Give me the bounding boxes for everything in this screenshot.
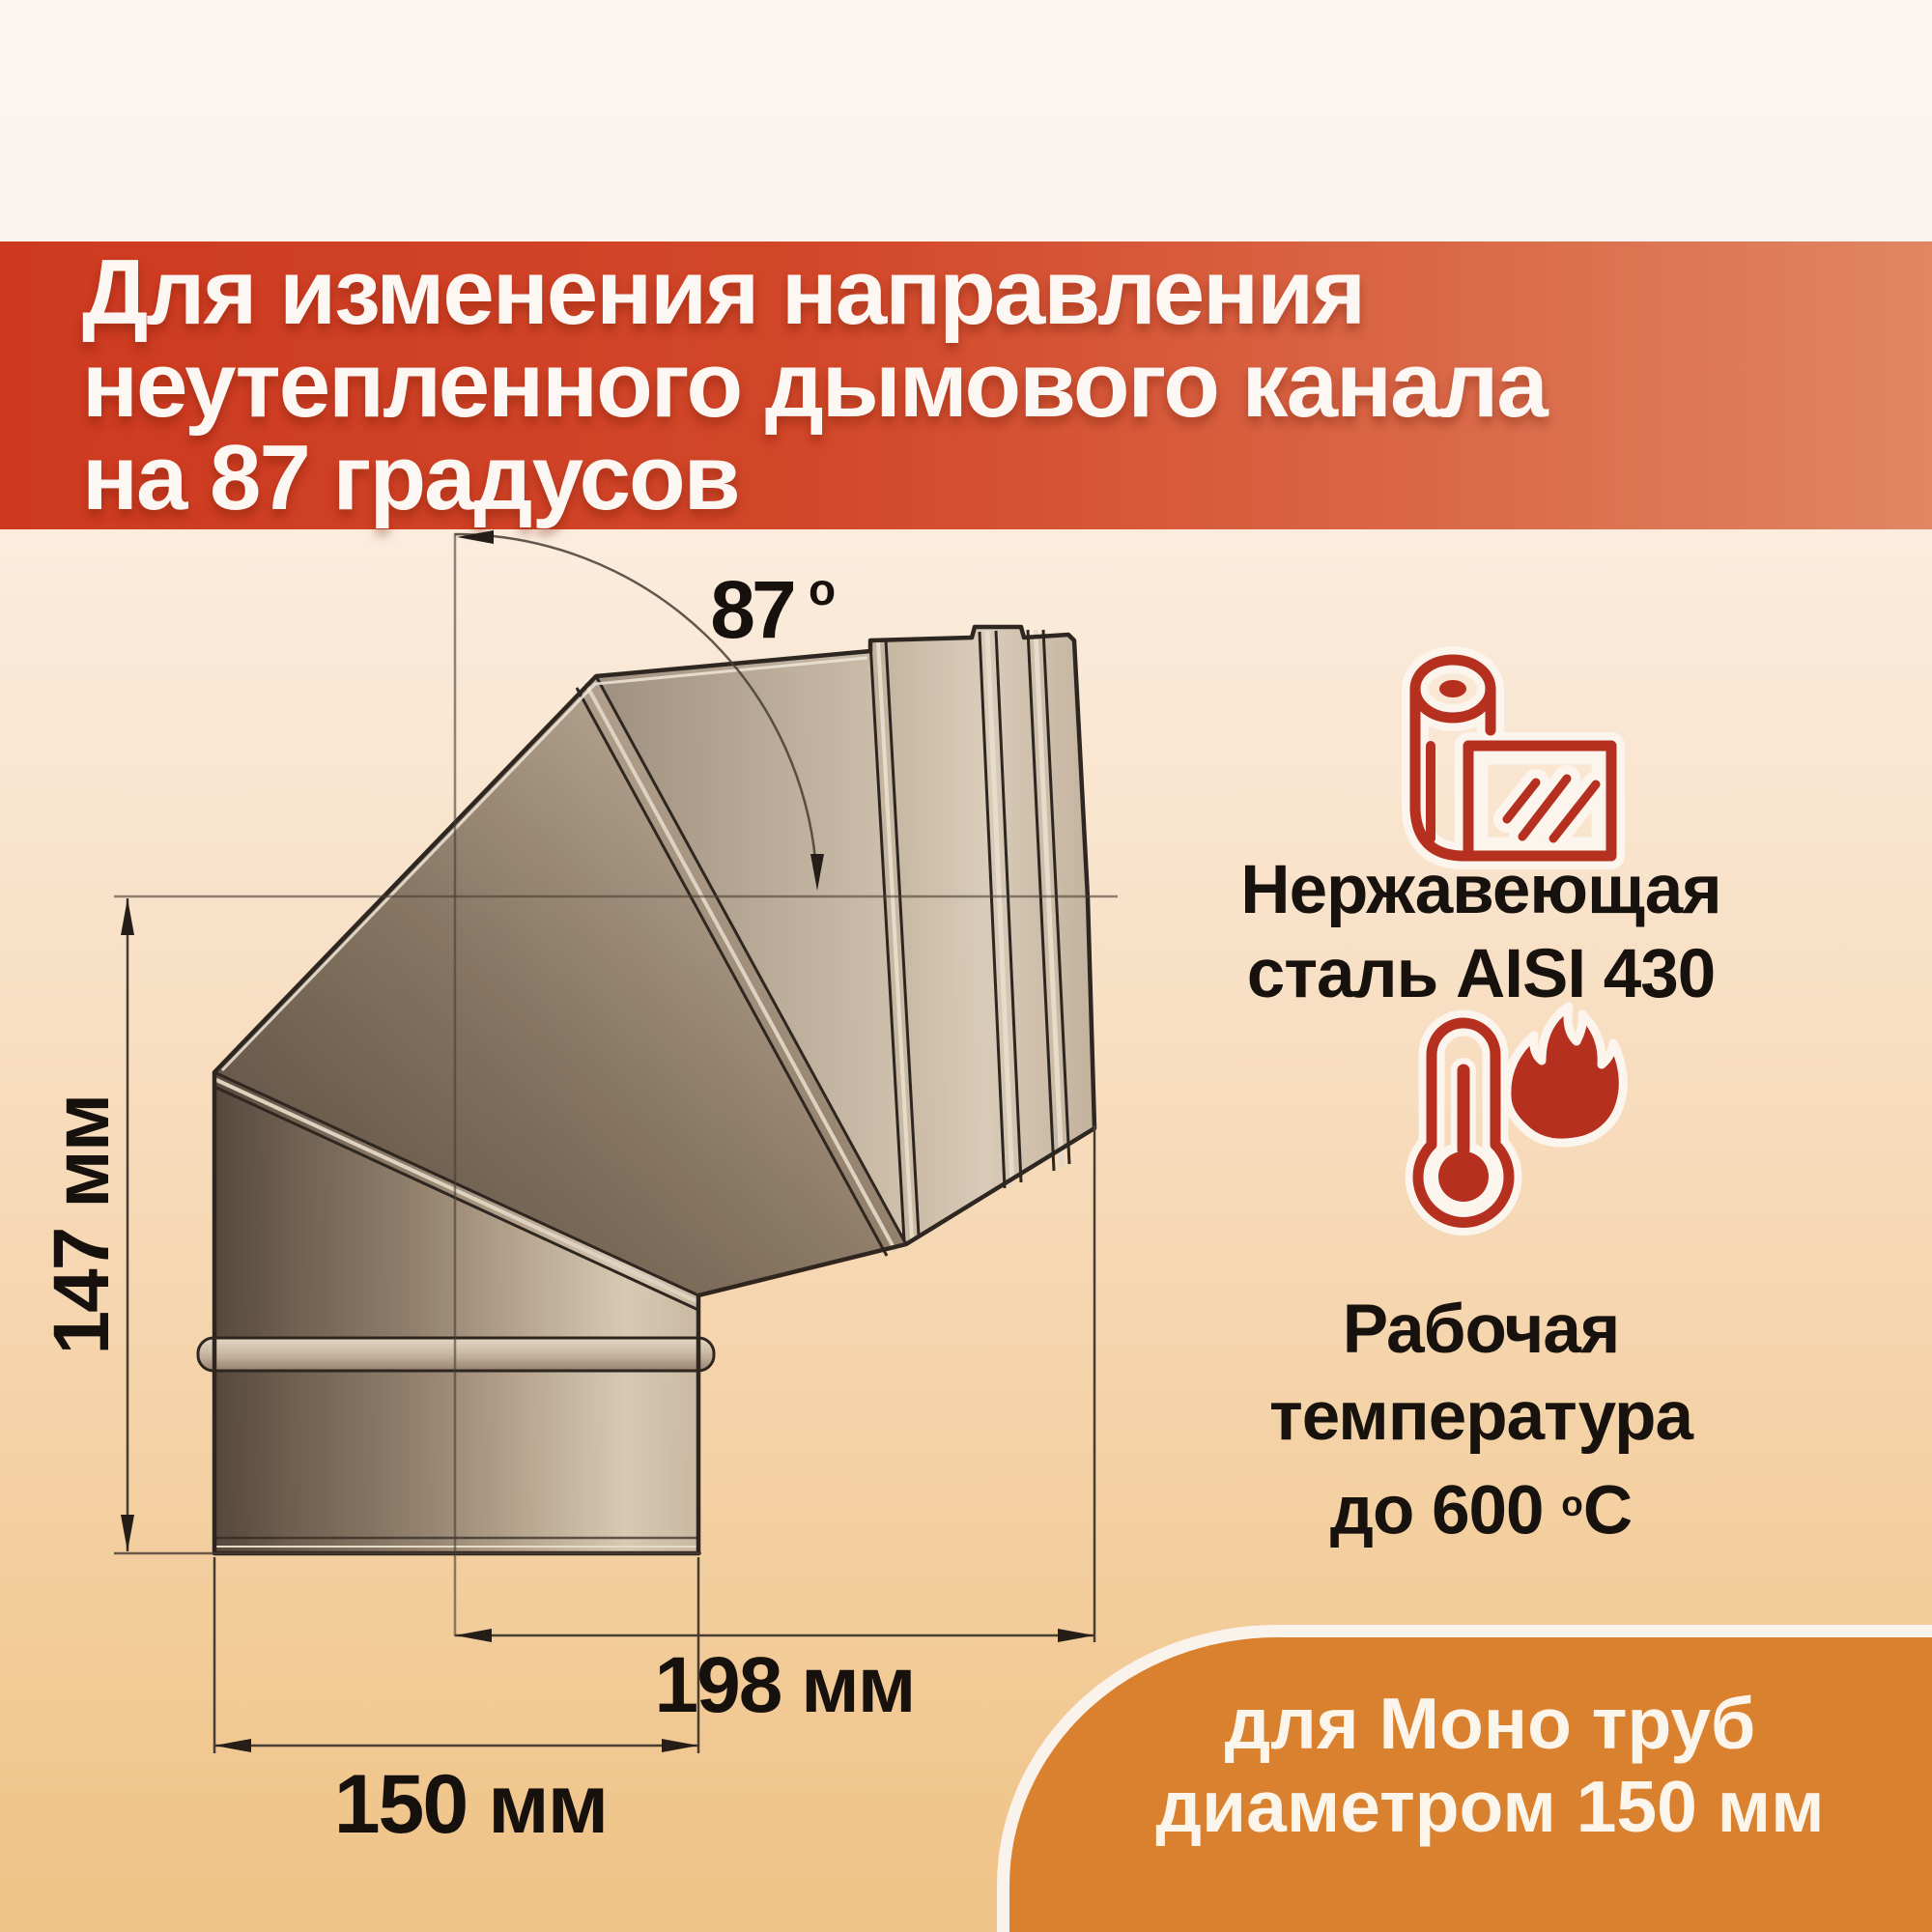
- angle-degree-symbol: о: [808, 564, 837, 614]
- material-line-2: сталь AISI 430: [1246, 936, 1716, 1012]
- diameter-dimension-label: 150 мм: [333, 1758, 608, 1851]
- steel-roll-icon: [1415, 660, 1611, 856]
- reach-dimension-label: 198 мм: [654, 1641, 915, 1729]
- temperature-line-2: температура: [1268, 1378, 1693, 1455]
- material-line-1: Нержавеющая: [1240, 852, 1721, 928]
- elbow-drawing: [198, 627, 1094, 1553]
- material-feature-text: [1140, 848, 1822, 1016]
- degree-symbol: о: [1561, 1484, 1583, 1523]
- badge-line-2: диаметром 150 мм: [1155, 1766, 1825, 1847]
- temperature-line-1: Рабочая: [1342, 1292, 1620, 1368]
- thermometer-flame-icon: [1418, 1007, 1623, 1222]
- compatibility-badge: [997, 1625, 1932, 1932]
- banner-line-3: на 87 градусов: [82, 426, 739, 529]
- temperature-line-3: до 600 $^о$С: [1329, 1472, 1633, 1549]
- badge-line-1: для Моно труб: [1224, 1683, 1756, 1764]
- angle-label: 87: [710, 564, 793, 655]
- banner-line-2: неутепленного дымового канала: [82, 333, 1547, 437]
- temperature-feature-text: [1140, 1287, 1822, 1554]
- banner-line-1: Для изменения направления: [82, 241, 1365, 344]
- height-dimension-label: 147 мм: [38, 1094, 126, 1355]
